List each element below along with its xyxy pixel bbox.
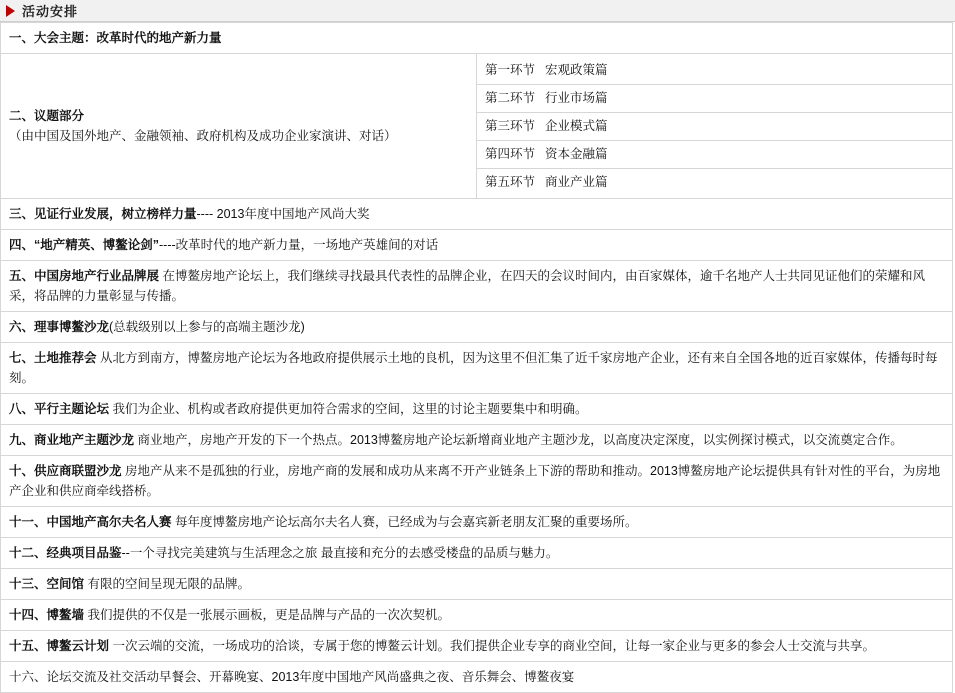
row-item-14 bbox=[1, 600, 953, 631]
session-1-no: 第一环节 bbox=[485, 62, 536, 77]
agenda-note: （由中国及国外地产、金融领袖、政府机构及成功企业家演讲、对话） bbox=[9, 129, 397, 143]
agenda-table bbox=[0, 22, 953, 693]
section-header bbox=[0, 0, 955, 22]
session-row bbox=[477, 168, 952, 196]
item-12-label: 十二、经典项目品鉴 bbox=[9, 546, 122, 560]
session-1-name: 宏观政策篇 bbox=[545, 62, 608, 77]
row-item-13 bbox=[1, 569, 953, 600]
session-5 bbox=[477, 168, 952, 196]
agenda-label: 二、议题部分 bbox=[9, 109, 85, 123]
item-10-text: 房地产从来不是孤独的行业，房地产商的发展和成功从来离不开产业链条上下游的帮助和推动。2013博鳌房地产论坛提供具有针对性的平台，为房地产企业和供应商牵线搭桥。 bbox=[9, 464, 941, 498]
session-3 bbox=[477, 112, 952, 140]
row-item-11 bbox=[1, 507, 953, 538]
theme-label: 一、大会主题： bbox=[9, 31, 97, 45]
item-5-text: 在博鳌房地产论坛上，我们继续寻找最具代表性的品牌企业，在四天的会议时间内，由百家媒体，逾千名地产人士共同见证他们的荣耀和风采，将品牌的力量彰显与传播。 bbox=[9, 269, 926, 303]
session-row bbox=[477, 57, 952, 85]
row-item-10 bbox=[1, 456, 953, 507]
sessions-cell bbox=[477, 54, 953, 199]
table-row bbox=[1, 662, 953, 693]
row-item-7 bbox=[1, 343, 953, 394]
row-item-15 bbox=[1, 631, 953, 662]
table-row bbox=[1, 23, 953, 54]
item-7-label: 七、土地推荐会 bbox=[9, 351, 97, 365]
item-15-text: 一次云端的交流，一场成功的洽谈，专属于您的博鳌云计划。我们提供企业专享的商业空间，让每一家企业与更多的参会人士交流与共享。 bbox=[112, 639, 876, 653]
triangle-right-icon bbox=[6, 5, 15, 17]
table-row bbox=[1, 507, 953, 538]
row-agenda-part bbox=[1, 54, 477, 199]
table-row bbox=[1, 343, 953, 394]
session-row bbox=[477, 112, 952, 140]
row-item-5 bbox=[1, 261, 953, 312]
theme-text: 改革时代的地产新力量 bbox=[96, 31, 222, 45]
item-7-text: 从北方到南方，博鳌房地产论坛为各地政府提供展示土地的良机，因为这里不但汇集了近千家房地产企业，还有来自全国各地的近百家媒体，传播每时每刻。 bbox=[9, 351, 938, 385]
item-6-text: (总载级别以上参与的高端主题沙龙) bbox=[109, 320, 305, 334]
row-item-16 bbox=[1, 662, 953, 693]
item-9-text: 商业地产，房地产开发的下一个热点。2013博鳌房地产论坛新增商业地产主题沙龙，以高度决定深度，以实例探讨模式，以交流奠定合作。 bbox=[137, 433, 903, 447]
item-3-label: 三、见证行业发展，树立榜样力量 bbox=[9, 207, 197, 221]
item-13-label: 十三、空间馆 bbox=[9, 577, 85, 591]
session-1 bbox=[477, 57, 952, 85]
session-3-name: 企业模式篇 bbox=[545, 118, 608, 133]
sessions-table bbox=[477, 57, 952, 196]
session-5-no: 第五环节 bbox=[485, 174, 536, 189]
session-2-name: 行业市场篇 bbox=[545, 90, 608, 105]
table-row bbox=[1, 261, 953, 312]
session-4 bbox=[477, 140, 952, 168]
session-2 bbox=[477, 84, 952, 112]
table-row bbox=[1, 425, 953, 456]
row-item-9 bbox=[1, 425, 953, 456]
item-14-label: 十四、博鳌墙 bbox=[9, 608, 85, 622]
item-15-label: 十五、博鳌云计划 bbox=[9, 639, 110, 653]
item-16-label: 十六、论坛交流及社交活动早餐会、开幕晚宴、2013年度中国地产风尚盛典之夜、音乐舞会、博鳌夜宴 bbox=[9, 670, 575, 684]
session-3-no: 第三环节 bbox=[485, 118, 536, 133]
session-row bbox=[477, 140, 952, 168]
table-row bbox=[1, 54, 953, 199]
item-5-label: 五、中国房地产行业品牌展 bbox=[9, 269, 160, 283]
session-4-no: 第四环节 bbox=[485, 146, 536, 161]
session-4-name: 资本金融篇 bbox=[545, 146, 608, 161]
item-13-text: 有限的空间呈现无限的品牌。 bbox=[87, 577, 251, 591]
item-8-label: 八、平行主题论坛 bbox=[9, 402, 110, 416]
item-11-text: 每年度博鳌房地产论坛高尔夫名人赛，已经成为与会嘉宾新老朋友汇聚的重要场所。 bbox=[175, 515, 638, 529]
table-row bbox=[1, 600, 953, 631]
table-row bbox=[1, 631, 953, 662]
row-item-12 bbox=[1, 538, 953, 569]
row-item-6 bbox=[1, 312, 953, 343]
table-row bbox=[1, 569, 953, 600]
row-item-3 bbox=[1, 199, 953, 230]
item-10-label: 十、供应商联盟沙龙 bbox=[9, 464, 122, 478]
item-4-text: ----改革时代的地产新力量，一场地产英雄间的对话 bbox=[159, 238, 439, 252]
page-title: 活动安排 bbox=[22, 4, 79, 19]
table-row bbox=[1, 394, 953, 425]
item-4-label: 四、“地产精英、博鳌论剑” bbox=[9, 238, 160, 252]
row-item-4 bbox=[1, 230, 953, 261]
table-row bbox=[1, 199, 953, 230]
session-row bbox=[477, 84, 952, 112]
row-conference-theme bbox=[1, 23, 953, 54]
item-14-text: 我们提供的不仅是一张展示画板，更是品牌与产品的一次次契机。 bbox=[87, 608, 451, 622]
item-11-label: 十一、中国地产高尔夫名人赛 bbox=[9, 515, 172, 529]
item-8-text: 我们为企业、机构或者政府提供更加符合需求的空间，这里的讨论主题要集中和明确。 bbox=[112, 402, 588, 416]
table-row bbox=[1, 456, 953, 507]
row-item-8 bbox=[1, 394, 953, 425]
table-row bbox=[1, 230, 953, 261]
item-3-text: ---- 2013年度中国地产风尚大奖 bbox=[196, 207, 370, 221]
table-row bbox=[1, 538, 953, 569]
session-5-name: 商业产业篇 bbox=[545, 174, 608, 189]
table-row bbox=[1, 312, 953, 343]
session-2-no: 第二环节 bbox=[485, 90, 536, 105]
item-9-label: 九、商业地产主题沙龙 bbox=[9, 433, 135, 447]
item-6-label: 六、理事博鳌沙龙 bbox=[9, 320, 110, 334]
item-12-text: --一个寻找完美建筑与生活理念之旅 最直接和充分的去感受楼盘的品质与魅力。 bbox=[121, 546, 559, 560]
